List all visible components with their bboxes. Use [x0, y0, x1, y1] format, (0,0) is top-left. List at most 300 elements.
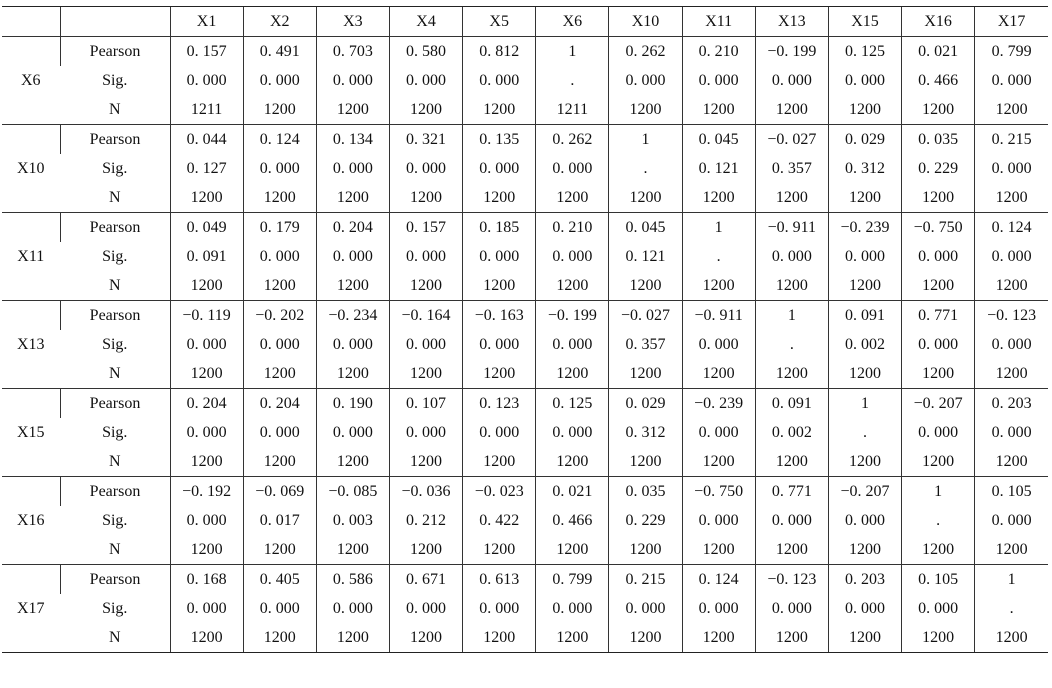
value-cell: 0. 000	[755, 242, 828, 271]
column-header-x1: X1	[170, 7, 243, 37]
table-body	[2, 37, 1048, 653]
value-cell: 1200	[902, 623, 975, 653]
value-cell: −0. 911	[682, 301, 755, 331]
column-header-x6: X6	[536, 7, 609, 37]
value-cell: −0. 085	[316, 477, 389, 507]
value-cell: −0. 207	[828, 477, 901, 507]
value-cell: 0. 000	[170, 594, 243, 623]
value-cell: 0. 000	[243, 154, 316, 183]
value-cell: 0. 000	[828, 242, 901, 271]
value-cell: 1200	[755, 623, 828, 653]
value-cell: 0. 000	[828, 66, 901, 95]
value-cell: 0. 357	[609, 330, 682, 359]
value-cell: 0. 000	[316, 154, 389, 183]
value-cell: 1200	[536, 183, 609, 213]
value-cell: 1200	[682, 623, 755, 653]
stat-label: N	[60, 359, 170, 389]
value-cell: 0. 203	[975, 389, 1048, 419]
value-cell: 0. 105	[902, 565, 975, 595]
header-row	[2, 7, 1048, 37]
stat-label: Sig.	[102, 335, 128, 353]
value-cell: −0. 164	[389, 301, 462, 331]
value-cell: 0. 029	[609, 389, 682, 419]
value-cell: 1200	[389, 271, 462, 301]
value-cell: 0. 000	[828, 594, 901, 623]
stat-label: Sig.	[102, 423, 128, 441]
value-cell: 0. 799	[536, 565, 609, 595]
value-cell: −0. 239	[682, 389, 755, 419]
value-cell: 0. 000	[975, 242, 1048, 271]
value-cell: 1200	[170, 271, 243, 301]
value-cell: 1200	[902, 359, 975, 389]
value-cell: 1200	[536, 447, 609, 477]
value-cell: 1200	[463, 95, 536, 125]
value-cell: −0. 119	[170, 301, 243, 331]
value-cell: .	[682, 242, 755, 271]
value-cell: 1	[975, 565, 1048, 595]
column-header-x17: X17	[975, 7, 1048, 37]
value-cell: 1200	[828, 535, 901, 565]
value-cell: 0. 035	[902, 125, 975, 155]
value-cell: −0. 202	[243, 301, 316, 331]
table-row	[2, 447, 1048, 477]
value-cell: 0. 000	[316, 242, 389, 271]
value-cell: 0. 000	[463, 418, 536, 447]
value-cell: 1200	[609, 359, 682, 389]
value-cell: 1200	[389, 535, 462, 565]
value-cell: 1200	[389, 623, 462, 653]
value-cell: 0. 000	[316, 418, 389, 447]
column-header-x10: X10	[609, 7, 682, 37]
row-variable-label: X13	[2, 301, 60, 389]
value-cell: 0. 134	[316, 125, 389, 155]
value-cell: 0. 000	[389, 330, 462, 359]
value-cell: 0. 000	[536, 594, 609, 623]
value-cell: 0. 000	[975, 506, 1048, 535]
value-cell: 1200	[755, 271, 828, 301]
value-cell: 0. 179	[243, 213, 316, 243]
value-cell: 1200	[243, 623, 316, 653]
value-cell: 0. 000	[463, 594, 536, 623]
value-cell: 1200	[902, 95, 975, 125]
value-cell: .	[902, 506, 975, 535]
value-cell: 1200	[316, 95, 389, 125]
value-cell: 0. 091	[828, 301, 901, 331]
value-cell: 1200	[682, 271, 755, 301]
value-cell: 0. 000	[389, 66, 462, 95]
value-cell: 0. 000	[243, 242, 316, 271]
table-row	[2, 535, 1048, 565]
value-cell: 0. 190	[316, 389, 389, 419]
value-cell: 0. 312	[609, 418, 682, 447]
stat-label: Sig.	[102, 599, 128, 617]
value-cell: 1	[755, 301, 828, 331]
value-cell: 0. 000	[389, 154, 462, 183]
value-cell: 0. 045	[609, 213, 682, 243]
value-cell: 0. 124	[975, 213, 1048, 243]
value-cell: −0. 123	[975, 301, 1048, 331]
value-cell: 1200	[536, 623, 609, 653]
value-cell: 0. 405	[243, 565, 316, 595]
value-cell: 0. 091	[170, 242, 243, 271]
table-row	[2, 359, 1048, 389]
value-cell: 0. 000	[755, 506, 828, 535]
stat-label: Pearson	[60, 37, 170, 67]
value-cell: −0. 911	[755, 213, 828, 243]
value-cell: 1200	[902, 535, 975, 565]
value-cell: 0. 000	[463, 154, 536, 183]
value-cell: 1200	[902, 447, 975, 477]
row-variable-label: X16	[2, 477, 60, 565]
value-cell: 0. 168	[170, 565, 243, 595]
value-cell: 0. 157	[170, 37, 243, 67]
row-variable-label: X6	[2, 37, 60, 125]
value-cell: 0. 000	[975, 330, 1048, 359]
value-cell: 0. 000	[170, 418, 243, 447]
stat-label: N	[60, 447, 170, 477]
value-cell: 1200	[975, 447, 1048, 477]
value-cell: 0. 000	[243, 418, 316, 447]
value-cell: 0. 000	[902, 418, 975, 447]
value-cell: 0. 204	[170, 389, 243, 419]
value-cell: 0. 703	[316, 37, 389, 67]
value-cell: 1200	[755, 95, 828, 125]
value-cell: 0. 157	[389, 213, 462, 243]
value-cell: 1200	[243, 271, 316, 301]
value-cell: 0. 049	[170, 213, 243, 243]
value-cell: .	[609, 154, 682, 183]
table-row	[2, 330, 1048, 359]
value-cell: 0. 000	[755, 594, 828, 623]
value-cell: 0. 422	[463, 506, 536, 535]
column-header-x13: X13	[755, 7, 828, 37]
value-cell: .	[975, 594, 1048, 623]
value-cell: 0. 021	[902, 37, 975, 67]
value-cell: 0. 002	[755, 418, 828, 447]
column-header-x3: X3	[316, 7, 389, 37]
value-cell: −0. 239	[828, 213, 901, 243]
value-cell: 0. 121	[682, 154, 755, 183]
value-cell: 0. 000	[609, 594, 682, 623]
stat-label: Sig.	[102, 247, 128, 265]
stat-label: Pearson	[60, 213, 170, 243]
value-cell: 1200	[682, 447, 755, 477]
value-cell: 1200	[463, 359, 536, 389]
value-cell: −0. 234	[316, 301, 389, 331]
value-cell: 1200	[316, 359, 389, 389]
value-cell: 0. 671	[389, 565, 462, 595]
value-cell: 1200	[609, 535, 682, 565]
value-cell: 0. 799	[975, 37, 1048, 67]
value-cell: 1200	[243, 359, 316, 389]
value-cell: 0. 000	[316, 330, 389, 359]
value-cell: 1200	[609, 623, 682, 653]
value-cell: 0. 125	[536, 389, 609, 419]
value-cell: 0. 000	[536, 242, 609, 271]
value-cell: 1200	[755, 535, 828, 565]
value-cell: 0. 002	[828, 330, 901, 359]
value-cell: 0. 000	[536, 418, 609, 447]
value-cell: −0. 027	[755, 125, 828, 155]
stat-label: Sig.	[102, 159, 128, 177]
stat-label: N	[60, 183, 170, 213]
value-cell: 1211	[536, 95, 609, 125]
value-cell: .	[536, 66, 609, 95]
value-cell: 0. 121	[609, 242, 682, 271]
value-cell: .	[828, 418, 901, 447]
value-cell: 0. 229	[609, 506, 682, 535]
value-cell: 0. 000	[682, 594, 755, 623]
value-cell: 0. 812	[463, 37, 536, 67]
stat-label: Pearson	[60, 389, 170, 419]
value-cell: 1200	[755, 183, 828, 213]
value-cell: 1200	[755, 447, 828, 477]
value-cell: 1211	[170, 95, 243, 125]
value-cell: 1200	[828, 95, 901, 125]
value-cell: 0. 135	[463, 125, 536, 155]
stat-label: Pearson	[60, 477, 170, 507]
header-stat-cell	[60, 7, 170, 37]
value-cell: 1	[536, 37, 609, 67]
value-cell: 0. 000	[243, 66, 316, 95]
value-cell: 1200	[389, 95, 462, 125]
stat-label: Pearson	[60, 125, 170, 155]
value-cell: 1	[828, 389, 901, 419]
value-cell: 0. 000	[243, 330, 316, 359]
value-cell: .	[755, 330, 828, 359]
value-cell: 0. 203	[828, 565, 901, 595]
value-cell: 1200	[975, 95, 1048, 125]
value-cell: 0. 029	[828, 125, 901, 155]
value-cell: 1200	[902, 183, 975, 213]
value-cell: 1200	[828, 447, 901, 477]
value-cell: 0. 017	[243, 506, 316, 535]
value-cell: 1200	[609, 95, 682, 125]
value-cell: 0. 044	[170, 125, 243, 155]
value-cell: 0. 613	[463, 565, 536, 595]
value-cell: 1200	[902, 271, 975, 301]
value-cell: −0. 192	[170, 477, 243, 507]
value-cell: 1200	[243, 95, 316, 125]
table-row	[2, 565, 1048, 595]
value-cell: 1200	[609, 271, 682, 301]
value-cell: 0. 000	[902, 330, 975, 359]
value-cell: 1200	[316, 183, 389, 213]
value-cell: 1200	[243, 183, 316, 213]
value-cell: 0. 000	[389, 594, 462, 623]
table-row	[2, 623, 1048, 653]
value-cell: 0. 000	[902, 594, 975, 623]
row-variable-label: X15	[2, 389, 60, 477]
table-row	[2, 37, 1048, 67]
header-corner-cell	[2, 7, 60, 37]
value-cell: 0. 021	[536, 477, 609, 507]
column-header-x4: X4	[389, 7, 462, 37]
column-header-x5: X5	[463, 7, 536, 37]
value-cell: 0. 123	[463, 389, 536, 419]
stat-label: N	[60, 535, 170, 565]
value-cell: 1200	[682, 95, 755, 125]
value-cell: 0. 000	[463, 242, 536, 271]
value-cell: −0. 123	[755, 565, 828, 595]
value-cell: 0. 000	[316, 66, 389, 95]
value-cell: 1200	[243, 535, 316, 565]
value-cell: 1200	[316, 623, 389, 653]
value-cell: 1200	[389, 359, 462, 389]
value-cell: 0. 000	[682, 418, 755, 447]
value-cell: 1200	[682, 183, 755, 213]
value-cell: 0. 000	[389, 242, 462, 271]
value-cell: 1200	[828, 623, 901, 653]
value-cell: 1200	[463, 623, 536, 653]
table-row	[2, 418, 1048, 447]
value-cell: 0. 124	[243, 125, 316, 155]
value-cell: 1200	[755, 359, 828, 389]
value-cell: 1200	[463, 183, 536, 213]
value-cell: 0. 091	[755, 389, 828, 419]
value-cell: 1200	[828, 271, 901, 301]
value-cell: 0. 312	[828, 154, 901, 183]
value-cell: 0. 003	[316, 506, 389, 535]
value-cell: 0. 000	[609, 66, 682, 95]
value-cell: 0. 000	[755, 66, 828, 95]
table-row	[2, 389, 1048, 419]
value-cell: 0. 000	[389, 418, 462, 447]
value-cell: 1200	[170, 623, 243, 653]
value-cell: 0. 000	[682, 66, 755, 95]
value-cell: 0. 229	[902, 154, 975, 183]
value-cell: 0. 000	[902, 242, 975, 271]
value-cell: 1200	[463, 535, 536, 565]
stat-label: N	[60, 95, 170, 125]
value-cell: 0. 321	[389, 125, 462, 155]
value-cell: 0. 000	[975, 154, 1048, 183]
row-variable-label: X10	[2, 125, 60, 213]
value-cell: 0. 215	[609, 565, 682, 595]
value-cell: 1200	[536, 271, 609, 301]
column-header-x2: X2	[243, 7, 316, 37]
stat-label: N	[60, 271, 170, 301]
table-row	[2, 477, 1048, 507]
value-cell: 0. 035	[609, 477, 682, 507]
value-cell: 1200	[682, 359, 755, 389]
value-cell: 1200	[316, 271, 389, 301]
value-cell: −0. 027	[609, 301, 682, 331]
value-cell: 1200	[975, 535, 1048, 565]
value-cell: 0. 210	[682, 37, 755, 67]
column-header-x11: X11	[682, 7, 755, 37]
value-cell: 1200	[170, 447, 243, 477]
value-cell: 0. 000	[463, 330, 536, 359]
value-cell: 1200	[463, 447, 536, 477]
value-cell: 1200	[536, 359, 609, 389]
value-cell: 0. 124	[682, 565, 755, 595]
value-cell: 0. 000	[243, 594, 316, 623]
value-cell: 0. 127	[170, 154, 243, 183]
value-cell: −0. 163	[463, 301, 536, 331]
value-cell: −0. 199	[536, 301, 609, 331]
value-cell: 0. 000	[975, 66, 1048, 95]
value-cell: −0. 199	[755, 37, 828, 67]
column-header-x16: X16	[902, 7, 975, 37]
table-row	[2, 594, 1048, 623]
value-cell: 1200	[316, 447, 389, 477]
value-cell: −0. 207	[902, 389, 975, 419]
value-cell: −0. 750	[902, 213, 975, 243]
value-cell: 0. 000	[682, 506, 755, 535]
value-cell: 1200	[170, 359, 243, 389]
stat-label: Sig.	[102, 511, 128, 529]
value-cell: 0. 466	[902, 66, 975, 95]
value-cell: −0. 023	[463, 477, 536, 507]
value-cell: 1	[609, 125, 682, 155]
table-row	[2, 66, 1048, 95]
value-cell: 0. 185	[463, 213, 536, 243]
value-cell: 0. 000	[536, 154, 609, 183]
stat-label: Pearson	[60, 301, 170, 331]
table-row	[2, 213, 1048, 243]
value-cell: 0. 204	[316, 213, 389, 243]
value-cell: 0. 262	[609, 37, 682, 67]
value-cell: 1200	[975, 623, 1048, 653]
table-row	[2, 154, 1048, 183]
table-row	[2, 183, 1048, 213]
value-cell: 0. 045	[682, 125, 755, 155]
value-cell: 1200	[463, 271, 536, 301]
value-cell: 0. 215	[975, 125, 1048, 155]
value-cell: 0. 000	[170, 506, 243, 535]
value-cell: 0. 000	[170, 66, 243, 95]
value-cell: 1200	[243, 447, 316, 477]
value-cell: 0. 491	[243, 37, 316, 67]
stat-label: Sig.	[102, 71, 128, 89]
value-cell: 0. 771	[755, 477, 828, 507]
stat-label: N	[60, 623, 170, 653]
value-cell: 0. 000	[828, 506, 901, 535]
value-cell: 0. 000	[975, 418, 1048, 447]
value-cell: 0. 107	[389, 389, 462, 419]
value-cell: 1200	[536, 535, 609, 565]
value-cell: −0. 750	[682, 477, 755, 507]
value-cell: 0. 204	[243, 389, 316, 419]
value-cell: 1200	[975, 183, 1048, 213]
value-cell: 1200	[316, 535, 389, 565]
value-cell: 0. 466	[536, 506, 609, 535]
stat-label: Pearson	[60, 565, 170, 595]
value-cell: 0. 000	[463, 66, 536, 95]
row-variable-label: X17	[2, 565, 60, 653]
value-cell: −0. 036	[389, 477, 462, 507]
value-cell: 1	[902, 477, 975, 507]
value-cell: 1200	[170, 535, 243, 565]
value-cell: 1200	[170, 183, 243, 213]
row-variable-label: X11	[2, 213, 60, 301]
value-cell: 1200	[389, 183, 462, 213]
table-row	[2, 506, 1048, 535]
value-cell: 0. 580	[389, 37, 462, 67]
value-cell: −0. 069	[243, 477, 316, 507]
value-cell: 1200	[609, 183, 682, 213]
value-cell: 0. 586	[316, 565, 389, 595]
value-cell: 0. 262	[536, 125, 609, 155]
table-row	[2, 95, 1048, 125]
value-cell: 1200	[828, 359, 901, 389]
value-cell: 1200	[682, 535, 755, 565]
table-row	[2, 271, 1048, 301]
value-cell: 1200	[389, 447, 462, 477]
value-cell: 0. 000	[536, 330, 609, 359]
value-cell: 0. 357	[755, 154, 828, 183]
